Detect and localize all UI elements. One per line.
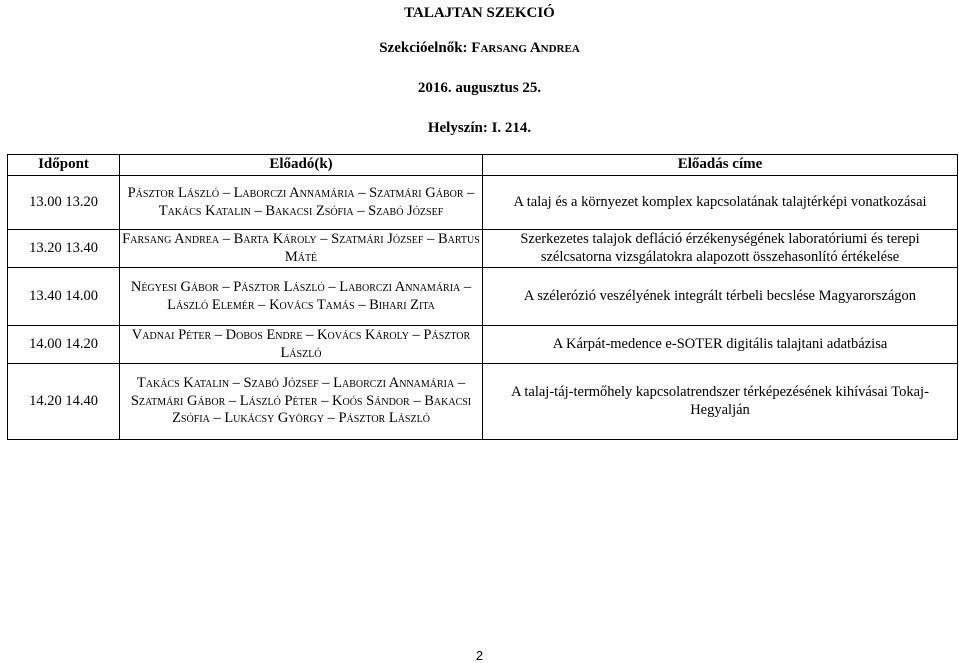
section-chairs: [0, 39, 959, 57]
row-time: 13.20 13.40: [8, 230, 120, 268]
column-header-speakers: Előadó(k): [120, 155, 483, 176]
row-time: 13.00 13.20: [8, 176, 120, 230]
row-time: 13.40 14.00: [8, 268, 120, 326]
table-row: [8, 268, 958, 326]
row-talk-title: Szerkezetes talajok defláció érzékenységének laboratóriumi és terepi szélcsatorna vizsgálatokra alapozott összehasonlító értékelése: [483, 230, 958, 268]
section-title: TALAJTAN SZEKCIÓ: [404, 5, 555, 21]
table-row: [8, 364, 958, 440]
page-number: 2: [475, 648, 484, 663]
row-time: 14.20 14.40: [8, 364, 120, 440]
schedule-table: [7, 154, 958, 440]
row-talk-title: A talaj és a környezet komplex kapcsolatának talajtérképi vonatkozásai: [483, 176, 958, 230]
chairs-name: Farsang Andrea: [471, 40, 580, 56]
section-location: Helyszín: I. 214.: [427, 120, 532, 136]
row-time: 14.00 14.20: [8, 326, 120, 364]
column-header-title: Előadás címe: [483, 155, 958, 176]
column-header-time: Időpont: [8, 155, 120, 176]
table-header-row: [8, 155, 958, 176]
table-row: [8, 326, 958, 364]
row-talk-title: A Kárpát-medence e-SOTER digitális talajtani adatbázisa: [483, 326, 958, 364]
table-row: [8, 230, 958, 268]
row-speakers: Farsang Andrea – Barta Károly – Szatmári József – Bartus Máté: [120, 230, 483, 268]
row-talk-title: A talaj-táj-termőhely kapcsolatrendszer térképezésének kihívásai Tokaj-Hegyalján: [483, 364, 958, 440]
table-row: [8, 176, 958, 230]
row-speakers: Négyesi Gábor – Pásztor László – Laborczi Annamária – László Elemér – Kovács Tamás – Bihari Zita: [120, 268, 483, 326]
row-speakers: Pásztor László – Laborczi Annamária – Szatmári Gábor – Takács Katalin – Bakacsi Zsófia – Szabó József: [120, 176, 483, 230]
section-date: 2016. augusztus 25.: [417, 80, 542, 96]
chairs-label: Szekcióelnők:: [379, 40, 472, 56]
row-talk-title: A szélerózió veszélyének integrált térbeli becslése Magyarországon: [483, 268, 958, 326]
row-speakers: Takács Katalin – Szabó József – Laborczi Annamária – Szatmári Gábor – László Péter – Koós Sándor – Bakacsi Zsófia – Lukácsy György – Pásztor László: [120, 364, 483, 440]
row-speakers: Vadnai Péter – Dobos Endre – Kovács Károly – Pásztor László: [120, 326, 483, 364]
